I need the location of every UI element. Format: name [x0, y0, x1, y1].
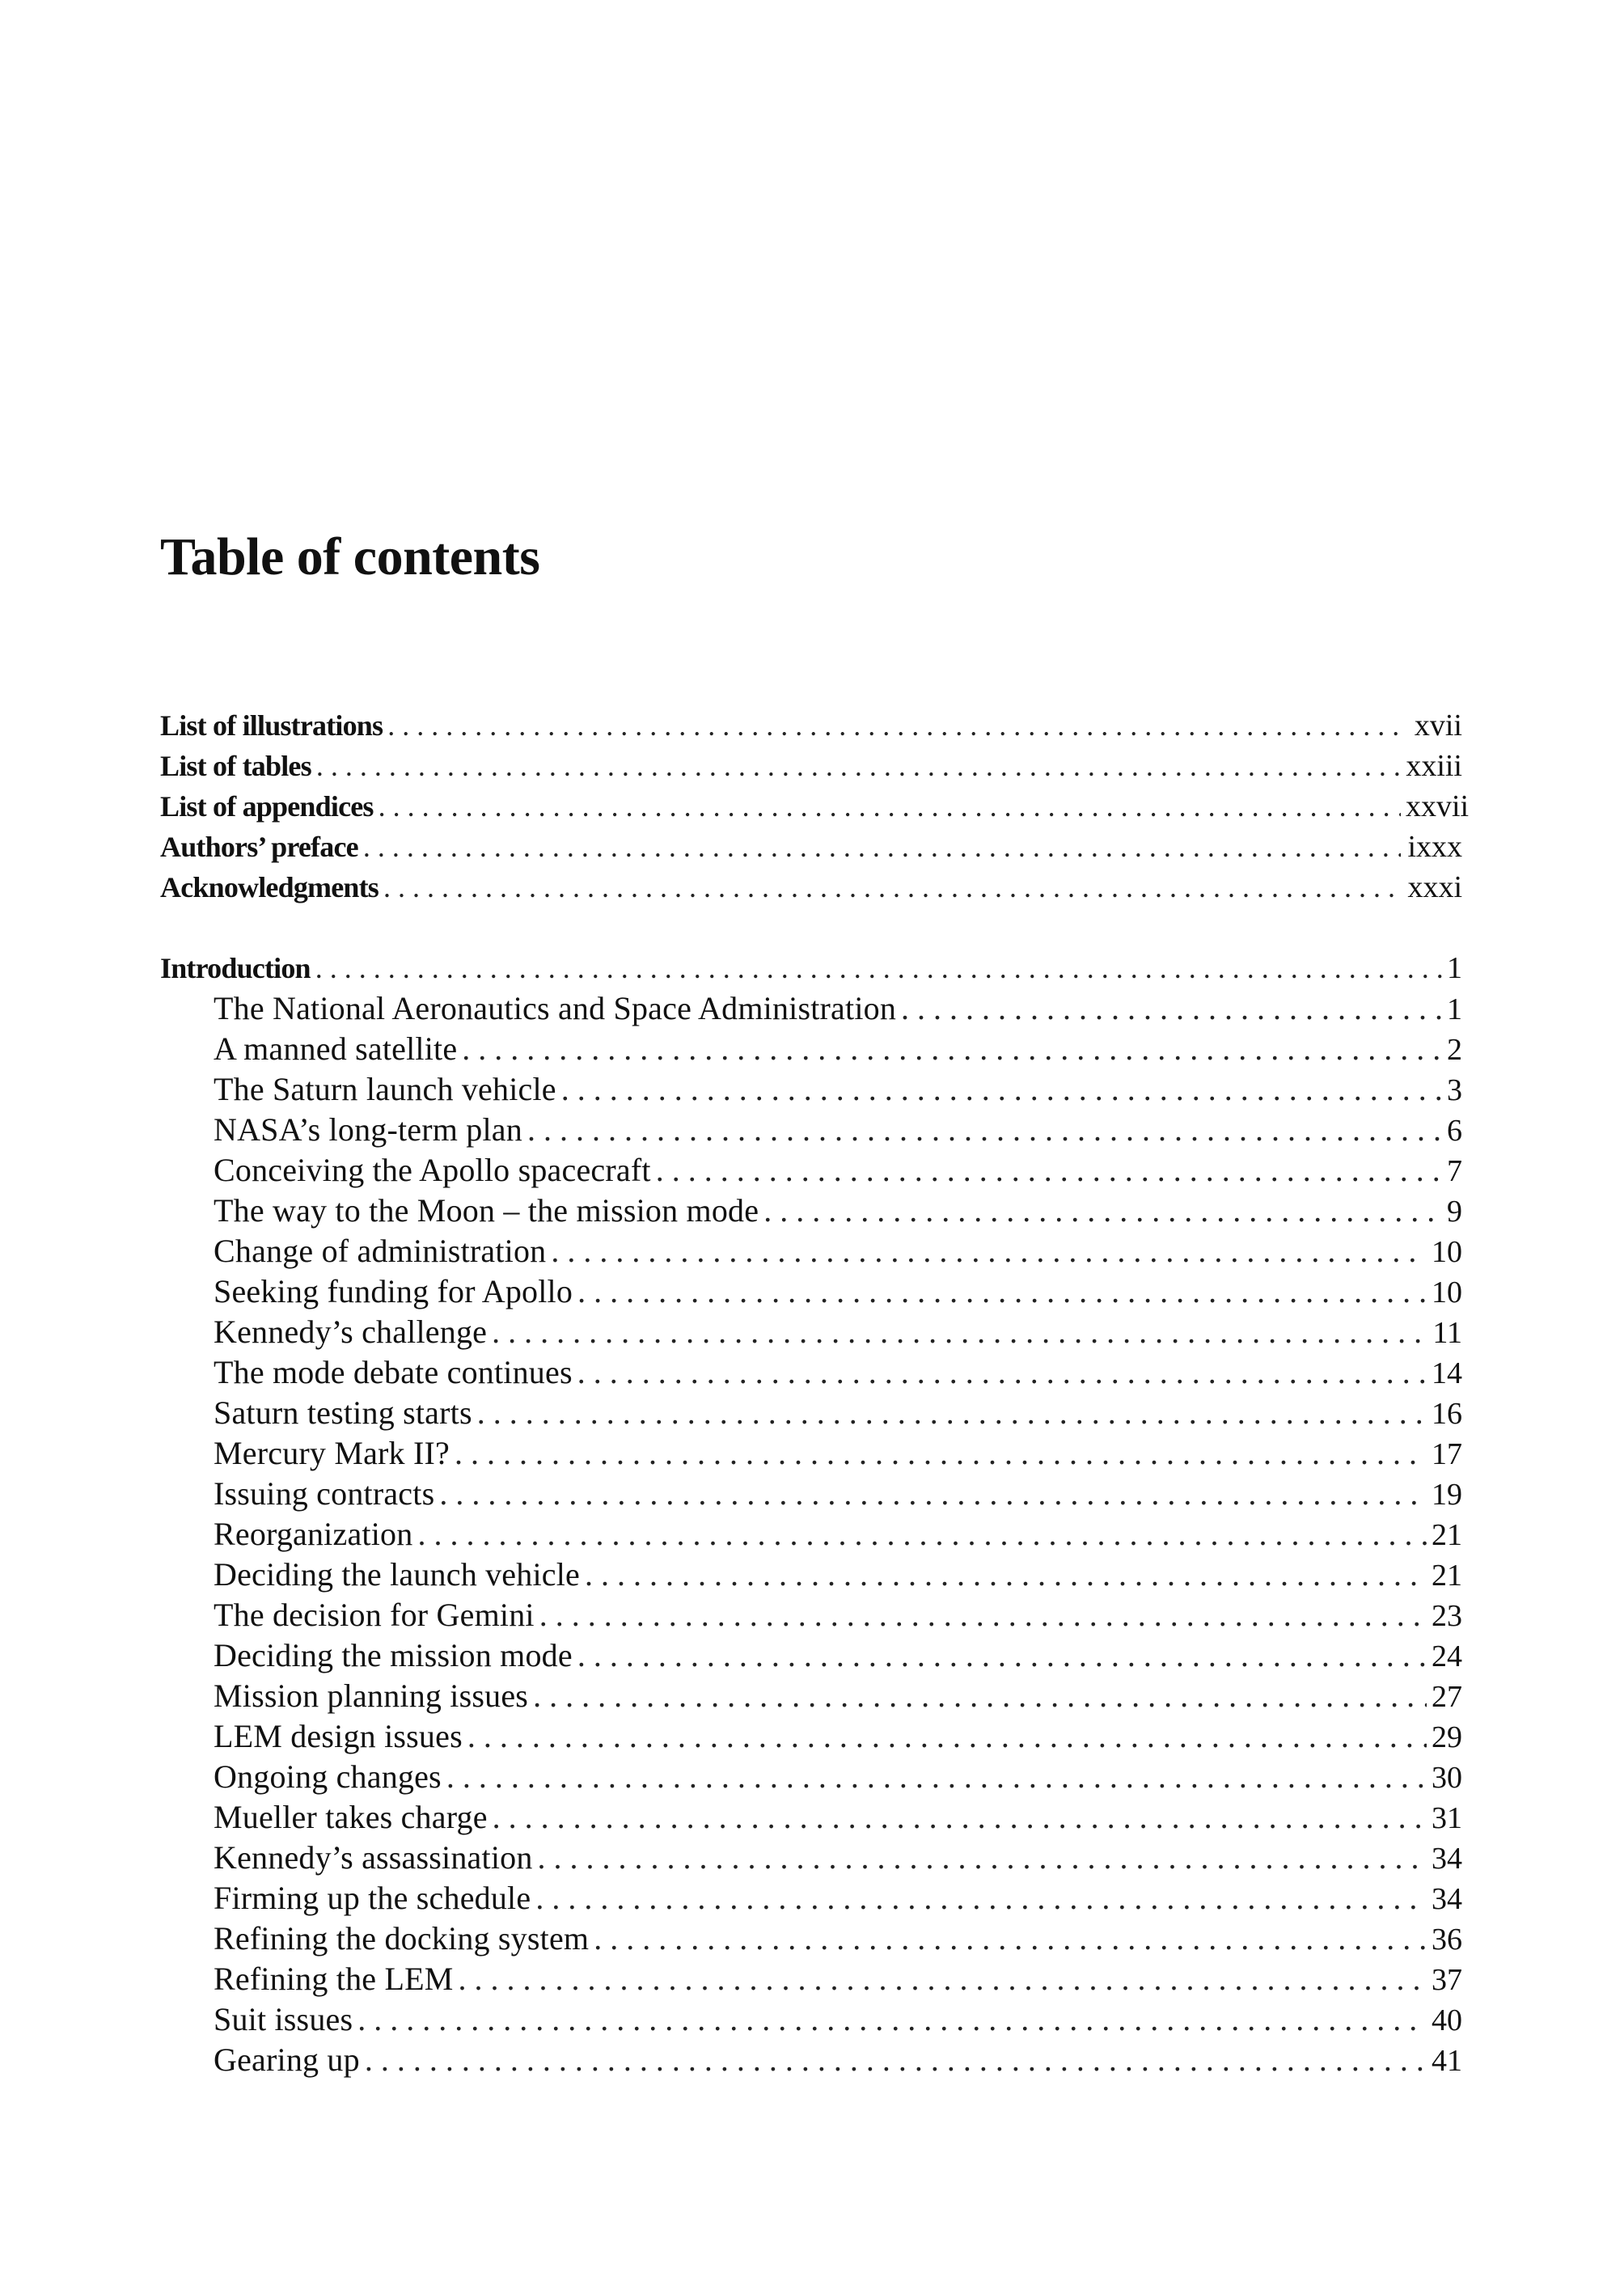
entry-label: Issuing contracts: [214, 1475, 435, 1512]
toc-section-entry[interactable]: [160, 1595, 1462, 1635]
entry-page: 10: [1432, 1276, 1462, 1309]
dot-leader: [561, 1069, 1442, 1110]
entry-label: Acknowledgments: [160, 871, 379, 903]
toc-entry-list-of-tables[interactable]: [160, 746, 1462, 786]
toc-entry-list-of-appendices[interactable]: [160, 786, 1470, 827]
entry-label: Firming up the schedule: [214, 1880, 531, 1916]
toc-section-entry[interactable]: [160, 1312, 1462, 1352]
dot-leader: [535, 1878, 1427, 1919]
front-matter-list: [160, 705, 1470, 907]
entry-label: The decision for Gemini: [214, 1597, 535, 1633]
toc-section-entry[interactable]: [160, 1393, 1462, 1433]
entry-page: 6: [1447, 1114, 1462, 1148]
entry-page: 17: [1432, 1437, 1462, 1471]
toc-section-entry[interactable]: [160, 1231, 1462, 1271]
toc-section-entry[interactable]: [160, 1797, 1462, 1838]
entry-page: 16: [1432, 1397, 1462, 1431]
page-title: Table of contents: [160, 527, 540, 586]
entry-label: Change of administration: [214, 1233, 547, 1269]
dot-leader: [365, 2040, 1427, 2080]
toc-section-entry[interactable]: [160, 1999, 1462, 2040]
dot-leader: [577, 1271, 1427, 1312]
entry-label: Kennedy’s assassination: [214, 1839, 533, 1876]
entry-label: Authors’ preface: [160, 831, 358, 863]
entry-label: Deciding the launch vehicle: [214, 1556, 580, 1593]
toc-section-entry[interactable]: [160, 1150, 1462, 1191]
entry-page: 27: [1432, 1680, 1462, 1714]
toc-section-entry[interactable]: [160, 1029, 1462, 1069]
entry-page: 3: [1447, 1073, 1462, 1107]
dot-leader: [577, 1635, 1427, 1676]
entry-page: xxiii: [1406, 749, 1462, 783]
entry-label: Seeking funding for Apollo: [214, 1273, 573, 1309]
entry-page: 34: [1432, 1882, 1462, 1916]
dot-leader: [538, 1838, 1427, 1878]
toc-section-entry[interactable]: [160, 1352, 1462, 1393]
entry-page: 23: [1432, 1599, 1462, 1633]
entry-page: 24: [1432, 1639, 1462, 1673]
entry-label: Refining the docking system: [214, 1920, 590, 1957]
entry-page: xxvii: [1406, 789, 1470, 823]
toc-section-entry[interactable]: [160, 1514, 1462, 1555]
dot-leader: [551, 1231, 1427, 1271]
toc-entry-list-of-illustrations[interactable]: [160, 705, 1462, 746]
toc-section-entry[interactable]: [160, 1110, 1462, 1150]
toc-section-entry[interactable]: [160, 1474, 1462, 1514]
entry-page: 2: [1447, 1033, 1462, 1067]
dot-leader: [901, 988, 1442, 1029]
toc-section-entry[interactable]: [160, 1271, 1462, 1312]
entry-label: The way to the Moon – the mission mode: [214, 1192, 759, 1229]
toc-section-entry[interactable]: [160, 1959, 1462, 1999]
entry-label: Kennedy’s challenge: [214, 1314, 488, 1350]
dot-leader: [467, 1716, 1427, 1757]
dot-leader: [357, 1999, 1427, 2040]
dot-leader: [527, 1110, 1442, 1150]
entry-page: 14: [1432, 1356, 1462, 1390]
dot-leader: [455, 1433, 1427, 1474]
entry-page: 9: [1447, 1195, 1462, 1229]
entry-page: 40: [1432, 2003, 1462, 2037]
dot-leader: [492, 1312, 1427, 1352]
entry-label: List of illustrations: [160, 709, 383, 742]
entry-label: List of appendices: [160, 790, 374, 823]
entry-page: 1: [1447, 992, 1462, 1026]
entry-page: 36: [1432, 1923, 1462, 1957]
entry-label: Reorganization: [214, 1516, 413, 1552]
entry-page: xxxi: [1407, 870, 1462, 904]
dot-leader: [315, 948, 1442, 988]
dot-leader: [316, 746, 1401, 786]
entry-page: 34: [1432, 1842, 1462, 1876]
entry-page: 29: [1432, 1720, 1462, 1754]
entry-label: List of tables: [160, 750, 311, 782]
dot-leader: [462, 1029, 1442, 1069]
dot-leader: [539, 1595, 1427, 1635]
entry-page: 19: [1432, 1478, 1462, 1512]
toc-section-entry[interactable]: [160, 1555, 1462, 1595]
entry-page: ixxx: [1407, 830, 1462, 864]
dot-leader: [533, 1676, 1427, 1716]
toc-entry-authors-preface[interactable]: [160, 827, 1462, 867]
toc-section-entry[interactable]: [160, 1191, 1462, 1231]
dot-leader: [387, 705, 1401, 746]
toc-section-entry[interactable]: [160, 1433, 1462, 1474]
toc-section-entry[interactable]: [160, 1838, 1462, 1878]
toc-section-entry[interactable]: [160, 1069, 1462, 1110]
toc-section-entry[interactable]: [160, 1919, 1462, 1959]
entry-label: Gearing up: [214, 2041, 360, 2078]
entry-label: Deciding the mission mode: [214, 1637, 573, 1673]
toc-section-entry[interactable]: [160, 1878, 1462, 1919]
dot-leader: [439, 1474, 1427, 1514]
dot-leader: [458, 1959, 1427, 1999]
toc-section-entry[interactable]: [160, 1716, 1462, 1757]
dot-leader: [577, 1352, 1427, 1393]
entry-label: The Saturn launch vehicle: [214, 1071, 556, 1107]
dot-leader: [363, 827, 1401, 867]
entry-label: Saturn testing starts: [214, 1394, 472, 1431]
entry-label: Refining the LEM: [214, 1961, 454, 1997]
entry-page: 1: [1447, 951, 1462, 985]
entry-label: Conceiving the Apollo spacecraft: [214, 1152, 651, 1188]
dot-leader: [477, 1393, 1427, 1433]
entry-label: Introduction: [160, 952, 311, 984]
entry-page: 7: [1447, 1154, 1462, 1188]
entry-page: 11: [1432, 1316, 1462, 1350]
entry-label: NASA’s long-term plan: [214, 1111, 522, 1148]
dot-leader: [585, 1555, 1427, 1595]
entry-label: The mode debate continues: [214, 1354, 573, 1390]
entry-label: Mueller takes charge: [214, 1799, 488, 1835]
entry-page: 37: [1432, 1963, 1462, 1997]
entry-page: 31: [1432, 1801, 1462, 1835]
entry-page: 41: [1432, 2044, 1462, 2078]
dot-leader: [383, 867, 1401, 907]
dot-leader: [379, 786, 1401, 827]
toc-section-entry[interactable]: [160, 1757, 1462, 1797]
toc-section-entry[interactable]: [160, 988, 1462, 1029]
dot-leader: [493, 1797, 1427, 1838]
toc-section-entry[interactable]: [160, 2040, 1462, 2080]
chapter-section-list: [160, 948, 1462, 2080]
entry-label: Mission planning issues: [214, 1677, 529, 1714]
entry-label: A manned satellite: [214, 1030, 458, 1067]
dot-leader: [763, 1191, 1442, 1231]
entry-label: Suit issues: [214, 2001, 353, 2037]
toc-section-entry[interactable]: [160, 1635, 1462, 1676]
entry-page: 21: [1432, 1518, 1462, 1552]
entry-label: Mercury Mark II?: [214, 1435, 450, 1471]
toc-entry-introduction[interactable]: [160, 948, 1462, 988]
entry-label: LEM design issues: [214, 1718, 463, 1754]
entry-page: 30: [1432, 1761, 1462, 1795]
dot-leader: [594, 1919, 1427, 1959]
entry-page: 21: [1432, 1559, 1462, 1593]
entry-label: Ongoing changes: [214, 1758, 442, 1795]
dot-leader: [656, 1150, 1442, 1191]
entry-page: 10: [1432, 1235, 1462, 1269]
dot-leader: [417, 1514, 1427, 1555]
entry-label: The National Aeronautics and Space Administration: [214, 990, 897, 1026]
dot-leader: [446, 1757, 1427, 1797]
toc-section-entry[interactable]: [160, 1676, 1462, 1716]
toc-entry-acknowledgments[interactable]: [160, 867, 1462, 907]
entry-page: xvii: [1414, 709, 1462, 742]
